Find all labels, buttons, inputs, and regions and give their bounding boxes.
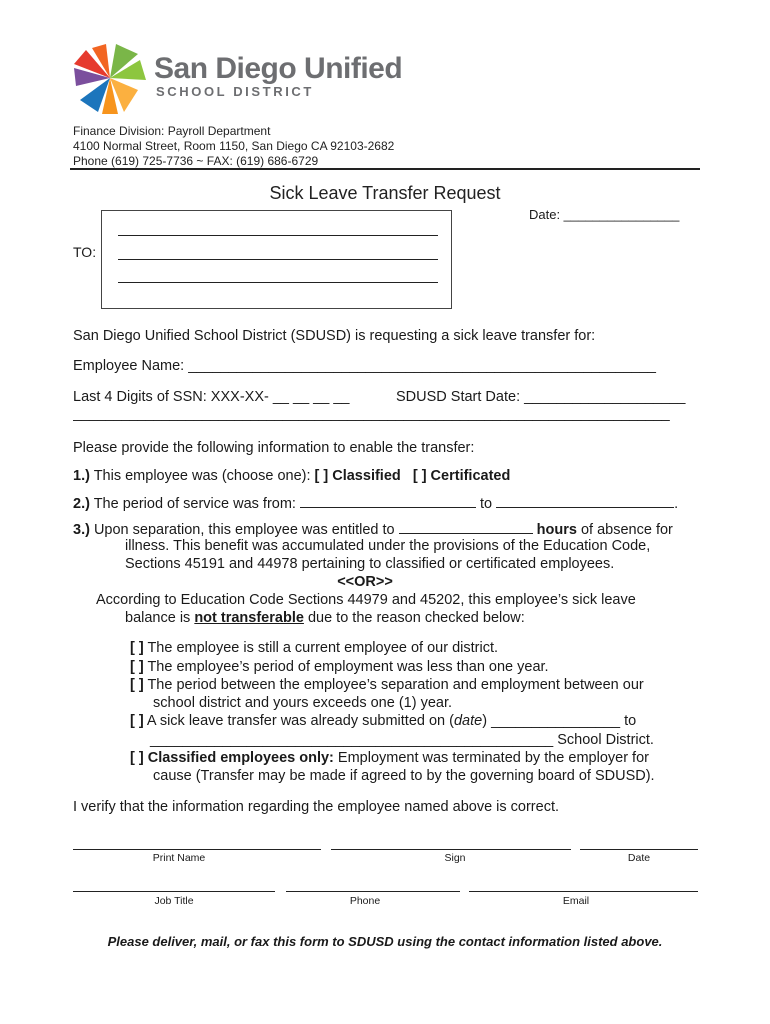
q2-to: to [476,496,497,512]
address-line-2: 4100 Normal Street, Room 1150, San Diego CA 92103-2682 [73,139,395,153]
reason-4-text-b[interactable]: ) ________________ to [482,713,637,729]
reason-1-checkbox[interactable]: [ ] [130,640,144,656]
q3-line-3: Sections 45191 and 44978 pertaining to classified or certificated employees. [125,556,615,572]
reason-5 [130,750,649,766]
reason-2-text: The employee’s period of employment was less than one year. [143,659,549,675]
to-line-1[interactable] [118,235,438,236]
question-3 [73,520,673,538]
reason-4-cont[interactable]: __________________________________________________ School District. [150,732,654,748]
or-separator: <<OR>> [337,574,393,590]
print-name-line[interactable] [73,849,321,850]
address-line-1: Finance Division: Payroll Department [73,124,271,138]
question-1 [73,468,510,484]
q1-text: This employee was (choose one): [89,468,315,484]
question-2 [73,494,678,512]
reason-4-checkbox[interactable]: [ ] [130,713,144,729]
district-logo-icon [70,42,150,116]
logo-name: San Diego Unified [154,52,403,85]
reason-5-checkbox[interactable]: [ ] [130,750,144,766]
verify-text: I verify that the information regarding the employee named above is correct. [73,799,560,815]
intro-text: San Diego Unified School District (SDUSD) is requesting a sick leave transfer for: [73,328,596,344]
reason-3-checkbox[interactable]: [ ] [130,677,144,693]
to-line-3[interactable] [118,282,438,283]
service-to-field[interactable] [496,494,674,508]
ssn-field[interactable]: Last 4 Digits of SSN: XXX-XX- __ __ __ __ [73,389,350,405]
reason-1-text: The employee is still a current employee of our district. [143,640,499,656]
to-line-2[interactable] [118,259,438,260]
job-title-line[interactable] [73,891,275,892]
employee-name-field[interactable]: Employee Name: __________________________________________________________ [73,358,656,374]
footer-instruction: Please deliver, mail, or fax this form to SDUSD using the contact information listed above. [107,934,663,949]
to-label: TO: [73,244,97,260]
reason-5-bold: Classified employees only: [143,750,334,766]
classified-checkbox[interactable]: [ ] Classified [314,468,401,484]
q3-number: 3.) [73,522,90,538]
date-field[interactable]: Date: ________________ [529,207,680,222]
q3-text-a: Upon separation, this employee was entitled to [89,522,399,538]
long-rule[interactable]: __________________________________________________________________________ [73,406,670,422]
q3-line-5 [125,610,525,626]
reason-3-text: The period between the employee’s separation and employment between our [143,677,644,693]
q3-hours: hours [536,522,577,538]
not-transferable-text: not transferable [194,610,304,626]
reason-3 [130,677,644,693]
q2-text: The period of service was from: [89,496,300,512]
q3-line-5c: due to the reason checked below: [303,610,525,626]
email-label: Email [562,895,590,907]
q1-number: 1.) [73,468,90,484]
start-date-field[interactable]: SDUSD Start Date: ____________________ [396,389,686,405]
form-title: Sick Leave Transfer Request [269,183,501,203]
header-divider [70,168,700,170]
q2-number: 2.) [73,496,90,512]
date-line[interactable] [580,849,698,850]
date-label: Date [627,852,651,864]
reason-2 [130,659,549,675]
q3-line-4: According to Education Code Sections 44979 and 45202, this employee’s sick leave [96,592,636,608]
reason-3-cont: school district and yours exceeds one (1) year. [153,695,453,711]
hours-field[interactable] [399,520,533,534]
print-name-label: Print Name [152,852,206,864]
reason-4 [130,713,636,729]
phone-line[interactable] [286,891,460,892]
sign-line[interactable] [331,849,571,850]
reason-2-checkbox[interactable]: [ ] [130,659,144,675]
reason-4-text-a: A sick leave transfer was already submitted on ( [143,713,454,729]
q3-text-b: of absence for [576,522,673,538]
certificated-checkbox[interactable]: [ ] Certificated [412,468,511,484]
sign-label: Sign [444,852,466,864]
email-line[interactable] [469,891,698,892]
reason-1 [130,640,498,656]
reason-5-text: Employment was terminated by the employer for [333,750,649,766]
logo-subtitle: SCHOOL DISTRICT [156,84,314,99]
q2-end: . [674,496,679,512]
reason-5-cont: cause (Transfer may be made if agreed to by the governing board of SDUSD). [153,768,655,784]
address-line-3: Phone (619) 725-7736 ~ FAX: (619) 686-6729 [73,154,319,168]
q3-line-5a: balance is [125,610,195,626]
reason-4-date-word: date [453,713,483,729]
service-from-field[interactable] [300,494,476,508]
phone-label: Phone [349,895,381,907]
q3-line-2: illness. This benefit was accumulated under the provisions of the Education Code, [125,538,651,554]
job-title-label: Job Title [154,895,194,907]
provide-text: Please provide the following information to enable the transfer: [73,440,475,456]
